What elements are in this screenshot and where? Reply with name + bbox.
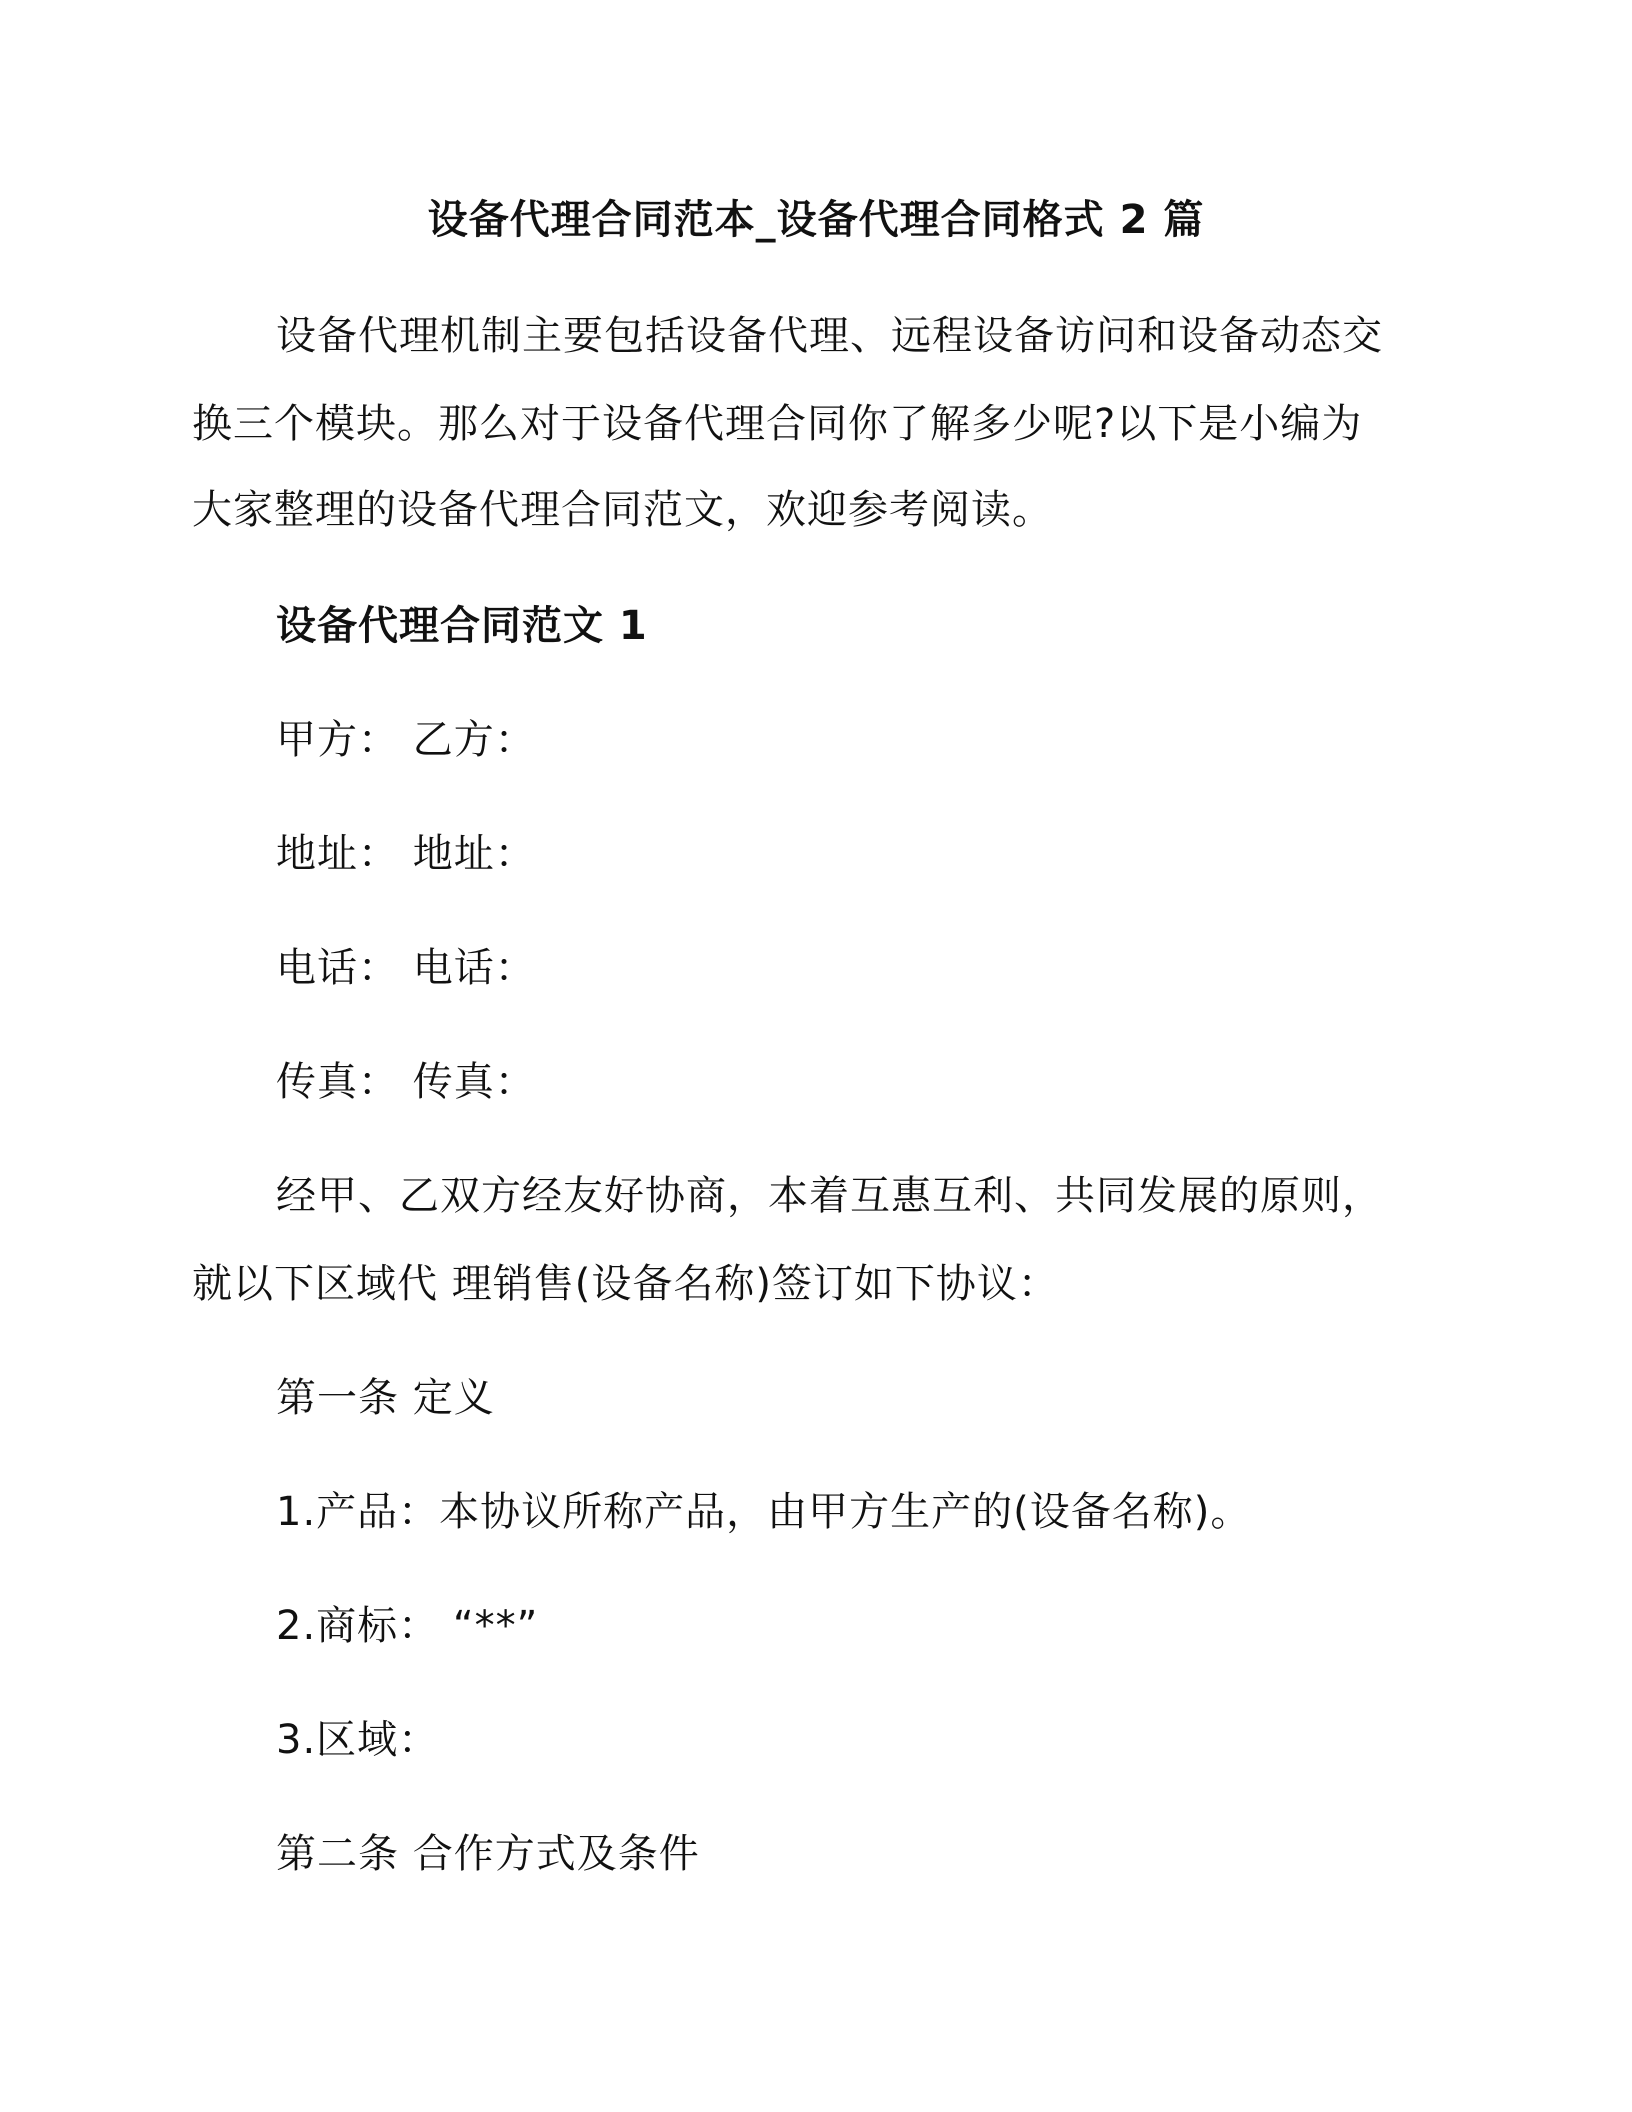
section-heading: 设备代理合同范文 1 — [276, 603, 648, 649]
intro-line-2: 换三个模块。那么对于设备代理合同你了解多少呢?以下是小编为 — [192, 401, 1363, 447]
preamble-line-1: 经甲、乙双方经友好协商，本着互惠互利、共同发展的原则， — [276, 1173, 1383, 1219]
article1-item-1: 1.产品：本协议所称产品，由甲方生产的(设备名称)。 — [276, 1489, 1252, 1535]
phone-line: 电话： 电话： — [276, 945, 536, 991]
preamble-line-2: 就以下区域代 理销售(设备名称)签订如下协议： — [192, 1261, 1059, 1307]
document-title: 设备代理合同范本_设备代理合同格式 2 篇 — [427, 197, 1205, 243]
address-line: 地址： 地址： — [276, 831, 536, 877]
article1-item-3: 3.区域： — [276, 1717, 440, 1763]
article1-item-2: 2.商标： “**” — [276, 1603, 539, 1649]
party-line: 甲方： 乙方： — [276, 717, 536, 763]
intro-line-1: 设备代理机制主要包括设备代理、远程设备访问和设备动态交 — [276, 313, 1383, 359]
fax-line: 传真： 传真： — [276, 1059, 536, 1105]
article1-heading: 第一条 定义 — [276, 1375, 495, 1421]
intro-line-3: 大家整理的设备代理合同范文，欢迎参考阅读。 — [192, 487, 1053, 533]
article2-heading: 第二条 合作方式及条件 — [276, 1831, 700, 1877]
